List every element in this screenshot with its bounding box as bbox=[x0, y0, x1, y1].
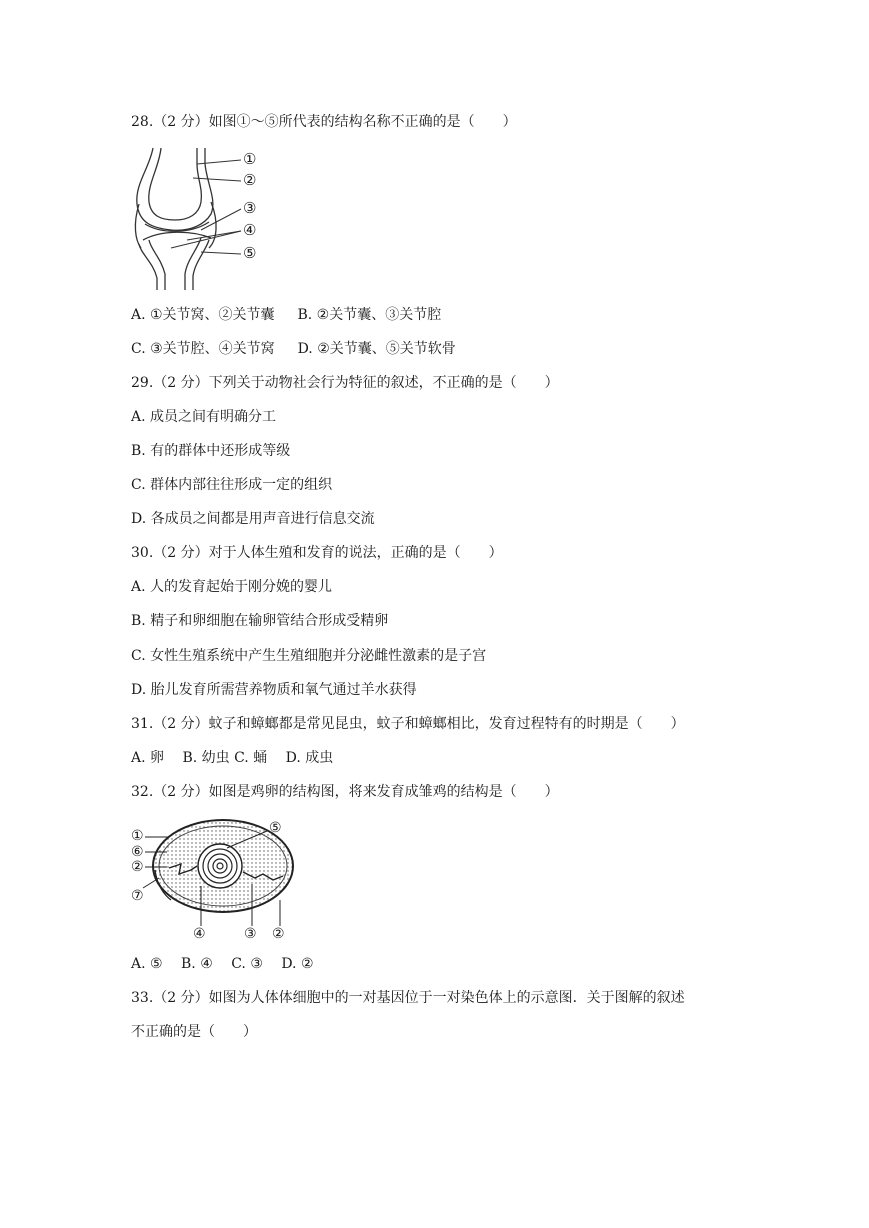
knee-label-4: ④ bbox=[243, 221, 257, 239]
question-33-stem-line1: 33.（2 分）如图为人体体细胞中的一对基因位于一对染色体上的示意图．关于图解的叙述 bbox=[131, 990, 685, 1006]
question-29-option-c: C. 群体内部往往形成一定的组织 bbox=[131, 477, 333, 493]
knee-label-3: ③ bbox=[243, 199, 257, 217]
question-32-options: A. ⑤ B. ④ C. ③ D. ② bbox=[131, 956, 314, 972]
egg-label-4: ④ bbox=[193, 926, 206, 942]
egg-structure-figure bbox=[131, 818, 301, 946]
knee-joint-figure bbox=[131, 144, 271, 292]
knee-label-5: ⑤ bbox=[243, 244, 257, 262]
question-30-option-b: B. 精子和卵细胞在输卵管结合形成受精卵 bbox=[131, 613, 389, 629]
egg-label-2-bottom: ② bbox=[272, 926, 285, 942]
egg-label-5: ⑤ bbox=[269, 820, 282, 836]
knee-label-2: ② bbox=[243, 171, 257, 189]
question-32-stem: 32.（2 分）如图是鸡卵的结构图，将来发育成雏鸡的结构是（ ） bbox=[131, 784, 559, 800]
egg-label-6: ⑥ bbox=[131, 844, 144, 860]
question-28-options-row2: C. ③关节腔、④关节窝 D. ②关节囊、⑤关节软骨 bbox=[131, 341, 456, 357]
question-29-option-d: D. 各成员之间都是用声音进行信息交流 bbox=[131, 511, 375, 527]
question-33-stem-line2: 不正确的是（ ） bbox=[131, 1024, 257, 1040]
question-30-option-c: C. 女性生殖系统中产生生殖细胞并分泌雌性激素的是子宫 bbox=[131, 648, 487, 664]
question-28-stem: 28.（2 分）如图①～⑤所代表的结构名称不正确的是（ ） bbox=[131, 114, 517, 130]
question-30-option-d: D. 胎儿发育所需营养物质和氧气通过羊水获得 bbox=[131, 682, 417, 698]
knee-label-1: ① bbox=[243, 150, 257, 168]
egg-label-7: ⑦ bbox=[131, 888, 144, 904]
question-31-stem: 31.（2 分）蚊子和蟑螂都是常见昆虫，蚊子和蟑螂相比，发育过程特有的时期是（ ） bbox=[131, 716, 685, 732]
egg-label-3: ③ bbox=[244, 926, 257, 942]
egg-label-2-left: ② bbox=[131, 859, 144, 875]
egg-label-1: ① bbox=[131, 828, 144, 844]
question-29-option-b: B. 有的群体中还形成等级 bbox=[131, 443, 291, 459]
question-30-option-a: A. 人的发育起始于刚分娩的婴儿 bbox=[131, 579, 333, 595]
question-29-stem: 29.（2 分）下列关于动物社会行为特征的叙述，不正确的是（ ） bbox=[131, 375, 559, 391]
question-31-options: A. 卵 B. 幼虫 C. 蛹 D. 成虫 bbox=[131, 750, 334, 766]
question-29-option-a: A. 成员之间有明确分工 bbox=[131, 409, 277, 425]
question-28-options-row1: A. ①关节窝、②关节囊 B. ②关节囊、③关节腔 bbox=[131, 307, 442, 323]
question-30-stem: 30.（2 分）对于人体生殖和发育的说法，正确的是（ ） bbox=[131, 545, 503, 561]
